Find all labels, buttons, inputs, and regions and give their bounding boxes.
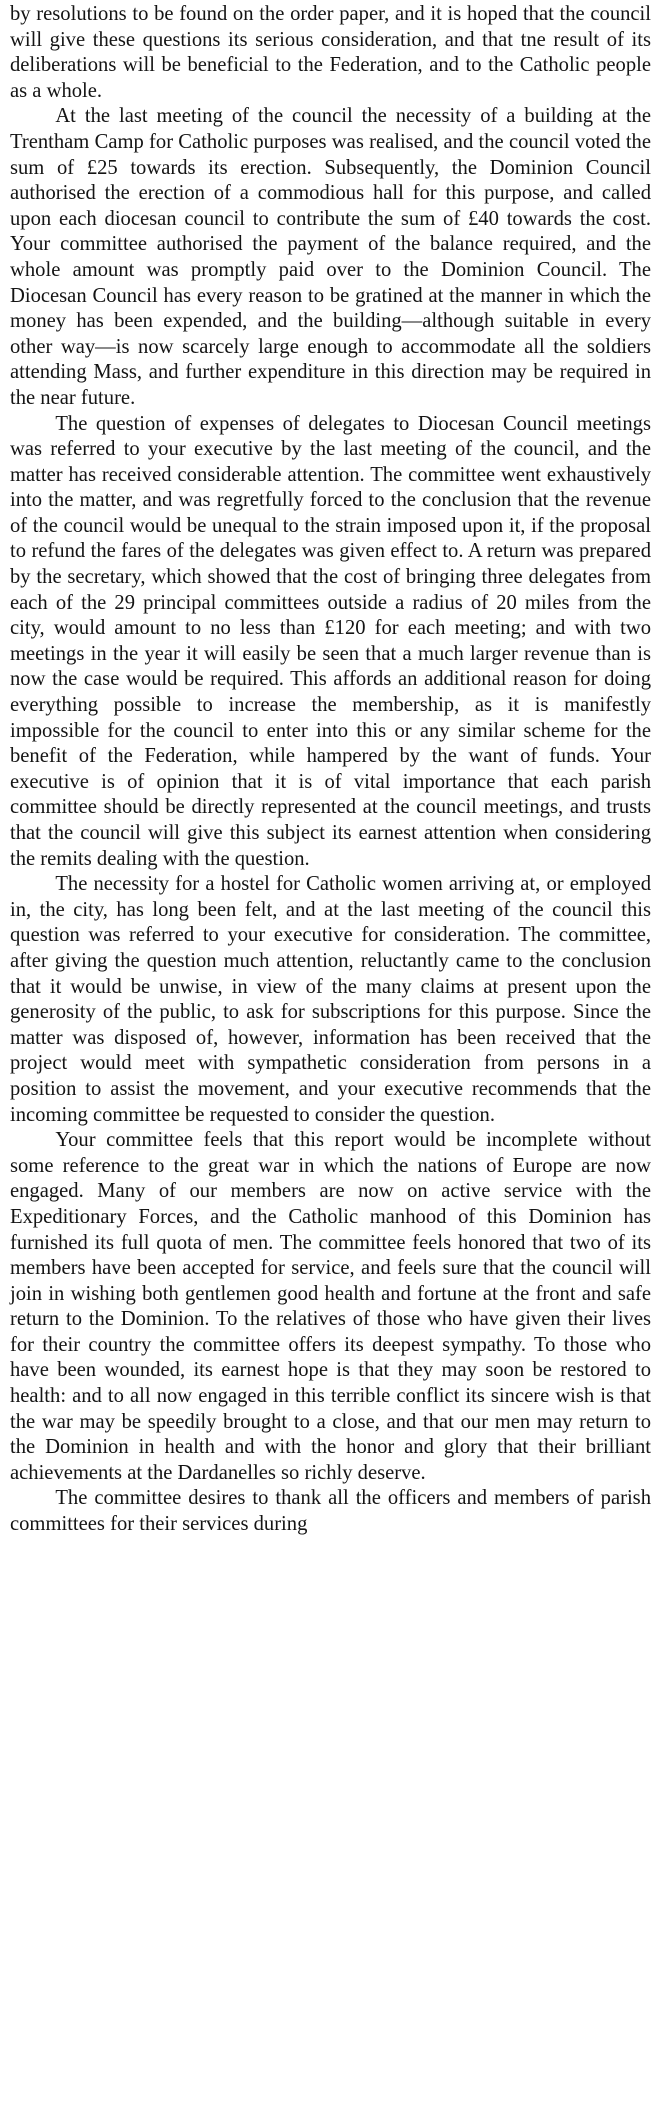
paragraph-trentham-camp-hall: At the last meeting of the council the necessity of a building at the Trentham Camp for Catholic purposes was realised, and the council voted the sum of £25 towards its erection. Subsequently, the Dominion Council authorised the erection of a commodious hall for this purpose, and called upon each diocesan council to contribute the sum of £40 towards the cost. Your committee authorised the payment of the balance required, and the whole amount was promptly paid over to the Dominion Council. The Diocesan Council has every reason to be gratined at the manner in which the money has been expended, and the building—although suitable in every other way—is now scarcely large enough to accommodate all the soldiers attending Mass, and further expenditure in this direction may be required in the near future. bbox=[10, 105, 651, 409]
paragraph-order-paper-resolutions: by resolutions to be found on the order paper, and it is hoped that the council will give these questions its serious consideration, and that tne result of its deliberations will be beneficial to the Federation, and to the Catholic people as a whole. bbox=[10, 3, 651, 102]
article-body bbox=[10, 2, 651, 1538]
paragraph-women-hostel: The necessity for a hostel for Catholic women arriving at, or employed in, the city, has long been felt, and at the last meeting of the council this question was referred to your executive for consideration. The committee, after giving the question much attention, reluctantly came to the conclusion that it would be unwise, in view of the many claims at present upon the generosity of the public, to ask for subscriptions for this purpose. Since the matter was disposed of, however, information has been received that the project would meet with sympathetic consideration from persons in a position to assist the movement, and your executive recommends that the incoming committee be requested to consider the question. bbox=[10, 873, 651, 1126]
paragraph-delegate-expenses: The question of expenses of delegates to Diocesan Council meetings was referred to your executive by the last meeting of the council, and the matter has received considerable attention. The committee went exhaustively into the matter, and was regretfully forced to the conclusion that the revenue of the council would be unequal to the strain imposed upon it, if the proposal to refund the fares of the delegates was given effect to. A return was prepared by the secretary, which showed that the cost of bringing three delegates from each of the 29 principal committees outside a radius of 20 miles from the city, would amount to no less than £120 for each meeting; and with two meetings in the year it will easily be seen that a much larger revenue than is now the case would be required. This affords an additional reason for doing everything possible to increase the membership, as it is manifestly impossible for the council to enter into this or any similar scheme for the benefit of the Federation, while hampered by the want of funds. Your executive is of opinion that it is of vital importance that each parish committee should be directly represented at the council meetings, and trusts that the council will give this subject its earnest attention when considering the remits dealing with the question. bbox=[10, 412, 651, 870]
paragraph-great-war: Your committee feels that this report would be incomplete without some reference to the great war in which the nations of Europe are now engaged. Many of our members are now on active service with the Expeditionary Forces, and the Catholic manhood of this Dominion has furnished its full quota of men. The committee feels honored that two of its members have been accepted for service, and feels sure that the council will join in wishing both gentlemen good health and fortune at the front and safe return to the Dominion. To the relatives of those who have given their lives for their country the committee offers its deepest sympathy. To those who have been wounded, its earnest hope is that they may soon be restored to health: and to all now engaged in this terrible conflict its sincere wish is that the war may be speedily brought to a close, and that our men may return to the Dominion in health and with the honor and glory that their brilliant achievements at the Dardanelles so richly deserve. bbox=[10, 1129, 651, 1484]
paragraph-thanks-committees: The committee desires to thank all the officers and members of parish committees for their services during bbox=[10, 1487, 651, 1536]
